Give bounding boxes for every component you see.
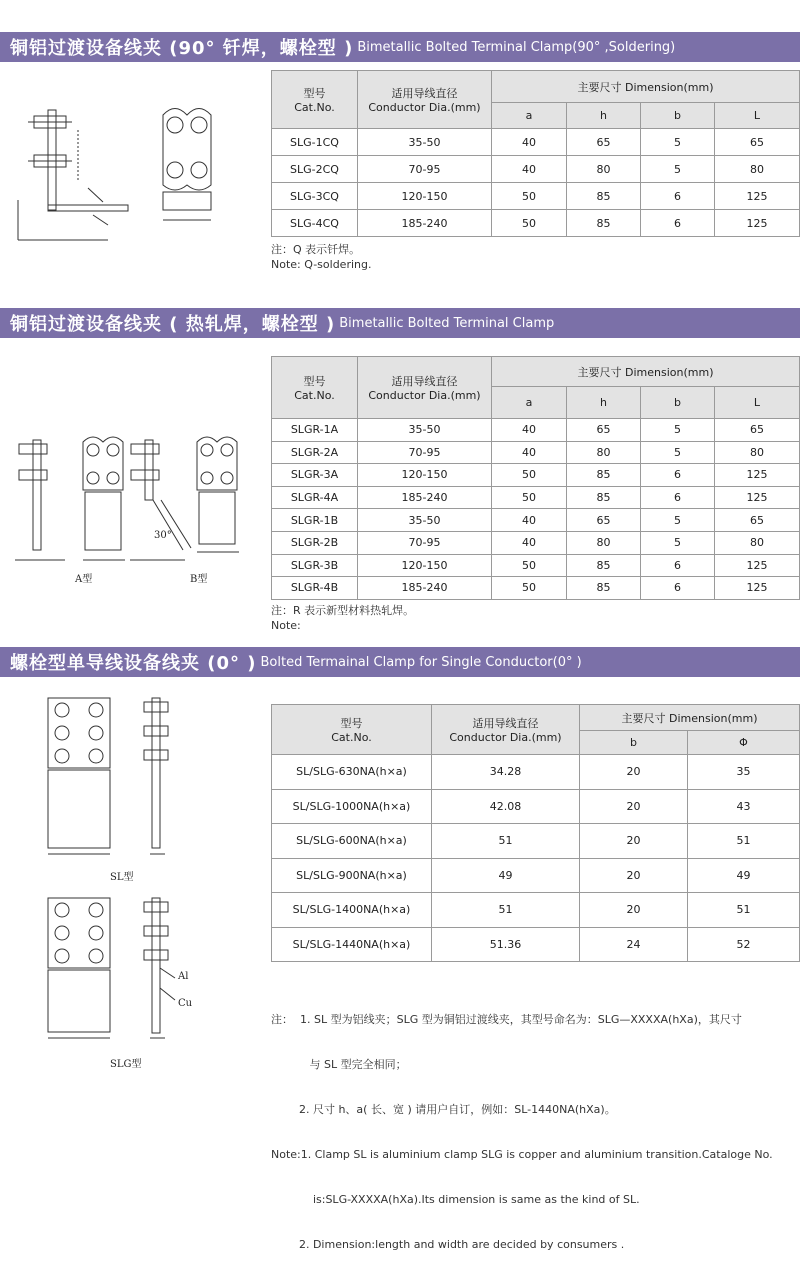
col-b: b <box>580 731 688 755</box>
table-cell: SLG-1CQ <box>272 129 358 156</box>
table-cell: 49 <box>688 858 800 893</box>
section3-title-en: Bolted Termainal Clamp for Single Conductor(0° ) <box>260 654 582 670</box>
table-row <box>272 893 800 928</box>
table-cell: 40 <box>492 531 567 554</box>
table-cell: 80 <box>715 531 800 554</box>
section1-drawing-side <box>8 100 128 250</box>
table-cell: 125 <box>715 464 800 487</box>
table-cell: 65 <box>715 129 800 156</box>
table-cell: 6 <box>641 183 715 210</box>
table-cell: 185-240 <box>358 210 492 237</box>
table-cell: 40 <box>492 509 567 532</box>
table-cell: 65 <box>567 509 641 532</box>
section2-table <box>271 356 800 600</box>
section1-title-en: Bimetallic Bolted Terminal Clamp(90° ,Soldering) <box>357 39 676 55</box>
table-row <box>272 858 800 893</box>
section3-drawing-sl <box>40 688 190 863</box>
section1-table <box>271 70 800 237</box>
table-cell: 50 <box>492 183 567 210</box>
table-cell: 20 <box>580 824 688 859</box>
table-cell: 125 <box>715 486 800 509</box>
table-row <box>272 156 800 183</box>
table-cell: 35-50 <box>358 419 492 442</box>
table-cell: 6 <box>641 464 715 487</box>
section2-banner <box>0 308 800 338</box>
table-cell: 5 <box>641 531 715 554</box>
table-row <box>272 509 800 532</box>
col-b: b <box>641 103 715 129</box>
table-row <box>272 486 800 509</box>
table-cell: 40 <box>492 156 567 183</box>
table-cell: 20 <box>580 755 688 790</box>
col-phi: Φ <box>688 731 800 755</box>
table-cell: 5 <box>641 129 715 156</box>
section3-drawing-slg <box>40 888 193 1058</box>
table-cell: 50 <box>492 554 567 577</box>
table-row <box>272 554 800 577</box>
table-row <box>272 789 800 824</box>
table-cell: 51.36 <box>432 927 580 962</box>
table-cell: SL/SLG-600NA(h×a) <box>272 824 432 859</box>
table-cell: 125 <box>715 554 800 577</box>
table-cell: SLGR-4B <box>272 577 358 600</box>
table-cell: 6 <box>641 554 715 577</box>
table-cell: SL/SLG-1400NA(h×a) <box>272 893 432 928</box>
section2-note: 注：R 表示新型材料热轧焊。 Note: <box>271 604 415 632</box>
section1-drawing-front <box>145 100 225 230</box>
table-cell: 80 <box>567 441 641 464</box>
table-cell: 5 <box>641 441 715 464</box>
table-cell: SL/SLG-900NA(h×a) <box>272 858 432 893</box>
table-cell: 52 <box>688 927 800 962</box>
al-label: Al <box>178 971 189 982</box>
table-cell: 5 <box>641 509 715 532</box>
table-cell: 35 <box>688 755 800 790</box>
table-cell: 125 <box>715 210 800 237</box>
table-cell: 51 <box>688 824 800 859</box>
sl-label: SL型 <box>110 872 134 883</box>
section1-banner <box>0 32 800 62</box>
table-cell: 65 <box>715 419 800 442</box>
table-cell: 5 <box>641 156 715 183</box>
table-row <box>272 183 800 210</box>
conductor-dia-header: 适用导线直径 Conductor Dia.(mm) <box>358 357 492 419</box>
cat-no-header: 型号 Cat.No. <box>272 71 358 129</box>
table-cell: 70-95 <box>358 531 492 554</box>
table-cell: 6 <box>641 486 715 509</box>
table-cell: 80 <box>567 156 641 183</box>
table-row <box>272 210 800 237</box>
table-cell: 6 <box>641 210 715 237</box>
conductor-dia-header: 适用导线直径 Conductor Dia.(mm) <box>432 705 580 755</box>
table-cell: 50 <box>492 486 567 509</box>
table-cell: SLGR-4A <box>272 486 358 509</box>
table-cell: 51 <box>432 824 580 859</box>
table-cell: 80 <box>715 156 800 183</box>
cat-no-header: 型号 Cat.No. <box>272 705 432 755</box>
col-b: b <box>641 387 715 419</box>
table-cell: 20 <box>580 858 688 893</box>
table-cell: 35-50 <box>358 509 492 532</box>
table-cell: SLGR-1A <box>272 419 358 442</box>
table-cell: 50 <box>492 210 567 237</box>
table-cell: 42.08 <box>432 789 580 824</box>
table-cell: SLG-3CQ <box>272 183 358 210</box>
table-cell: 5 <box>641 419 715 442</box>
table-cell: SLGR-3B <box>272 554 358 577</box>
table-cell: SLGR-2A <box>272 441 358 464</box>
table-cell: 120-150 <box>358 554 492 577</box>
section3-banner <box>0 647 800 677</box>
table-cell: SL/SLG-630NA(h×a) <box>272 755 432 790</box>
table-cell: 50 <box>492 577 567 600</box>
section2-drawings <box>5 430 265 580</box>
table-cell: SLGR-1B <box>272 509 358 532</box>
section1-title-cn: 铜铝过渡设备线夹 (90° 钎焊，螺栓型 ) <box>10 38 354 59</box>
table-cell: 80 <box>567 531 641 554</box>
table-row <box>272 464 800 487</box>
table-row <box>272 927 800 962</box>
table-cell: 20 <box>580 893 688 928</box>
table-cell: SLG-2CQ <box>272 156 358 183</box>
table-cell: SLGR-3A <box>272 464 358 487</box>
table-cell: 85 <box>567 554 641 577</box>
col-L: L <box>715 387 800 419</box>
dimension-header: 主要尺寸 Dimension(mm) <box>492 71 800 103</box>
dimension-header: 主要尺寸 Dimension(mm) <box>580 705 800 731</box>
section3-title-cn: 螺栓型单导线设备线夹 (0° ) <box>10 653 257 674</box>
section3-table <box>271 704 800 962</box>
section2-title-cn: 铜铝过渡设备线夹 ( 热轧焊，螺栓型 ) <box>10 314 336 335</box>
table-cell: 185-240 <box>358 486 492 509</box>
angle-label: 30° <box>154 530 172 541</box>
table-cell: 6 <box>641 577 715 600</box>
col-a: a <box>492 103 567 129</box>
table-cell: SL/SLG-1440NA(h×a) <box>272 927 432 962</box>
cu-label: Cu <box>178 998 193 1009</box>
dimension-header: 主要尺寸 Dimension(mm) <box>492 357 800 387</box>
section1-note: 注：Q 表示钎焊。 Note: Q-soldering. <box>271 243 372 271</box>
col-h: h <box>567 103 641 129</box>
table-cell: 65 <box>567 419 641 442</box>
table-cell: 20 <box>580 789 688 824</box>
table-cell: 50 <box>492 464 567 487</box>
table-cell: 40 <box>492 419 567 442</box>
table-row <box>272 129 800 156</box>
col-h: h <box>567 387 641 419</box>
table-row <box>272 419 800 442</box>
col-a: a <box>492 387 567 419</box>
table-cell: SL/SLG-1000NA(h×a) <box>272 789 432 824</box>
table-cell: 24 <box>580 927 688 962</box>
table-cell: 85 <box>567 183 641 210</box>
table-cell: 40 <box>492 441 567 464</box>
table-row <box>272 755 800 790</box>
table-cell: 125 <box>715 183 800 210</box>
table-cell: 65 <box>715 509 800 532</box>
table-cell: 70-95 <box>358 156 492 183</box>
table-row <box>272 441 800 464</box>
table-row <box>272 531 800 554</box>
type-b-label: B型 <box>190 574 208 585</box>
table-cell: 35-50 <box>358 129 492 156</box>
conductor-dia-header: 适用导线直径 Conductor Dia.(mm) <box>358 71 492 129</box>
slg-label: SLG型 <box>110 1059 142 1070</box>
table-cell: 70-95 <box>358 441 492 464</box>
table-cell: 125 <box>715 577 800 600</box>
table-cell: 80 <box>715 441 800 464</box>
table-cell: SLG-4CQ <box>272 210 358 237</box>
table-cell: 40 <box>492 129 567 156</box>
table-cell: SLGR-2B <box>272 531 358 554</box>
table-cell: 34.28 <box>432 755 580 790</box>
table-cell: 51 <box>688 893 800 928</box>
table-cell: 43 <box>688 789 800 824</box>
type-a-label: A型 <box>75 574 93 585</box>
table-cell: 120-150 <box>358 183 492 210</box>
section3-notes: 注： 1. SL 型为铝线夹；SLG 型为铜铝过渡线夹，其型号命名为：SLG—XXXXA(hXa)，其尺寸 与 SL 型完全相同； 2. 尺寸 h、a( 长、宽 ) 请用户自订，例如：SL-1440NA(hXa)。 Note:1. Clamp SL is aluminium clamp SLG is copper and aluminium transition.Cataloge No. is:SLG-XXXXA(hXa).Its dimension is same as the kind of SL. 2. Dimension:length and width are decided by consumers . <box>271 1013 773 1251</box>
table-cell: 85 <box>567 464 641 487</box>
section2-title-en: Bimetallic Bolted Terminal Clamp <box>339 315 555 331</box>
table-cell: 185-240 <box>358 577 492 600</box>
table-row <box>272 577 800 600</box>
table-cell: 120-150 <box>358 464 492 487</box>
table-row <box>272 824 800 859</box>
table-cell: 85 <box>567 486 641 509</box>
table-cell: 85 <box>567 210 641 237</box>
col-L: L <box>715 103 800 129</box>
cat-no-header: 型号 Cat.No. <box>272 357 358 419</box>
table-cell: 51 <box>432 893 580 928</box>
table-cell: 49 <box>432 858 580 893</box>
table-cell: 85 <box>567 577 641 600</box>
table-cell: 65 <box>567 129 641 156</box>
